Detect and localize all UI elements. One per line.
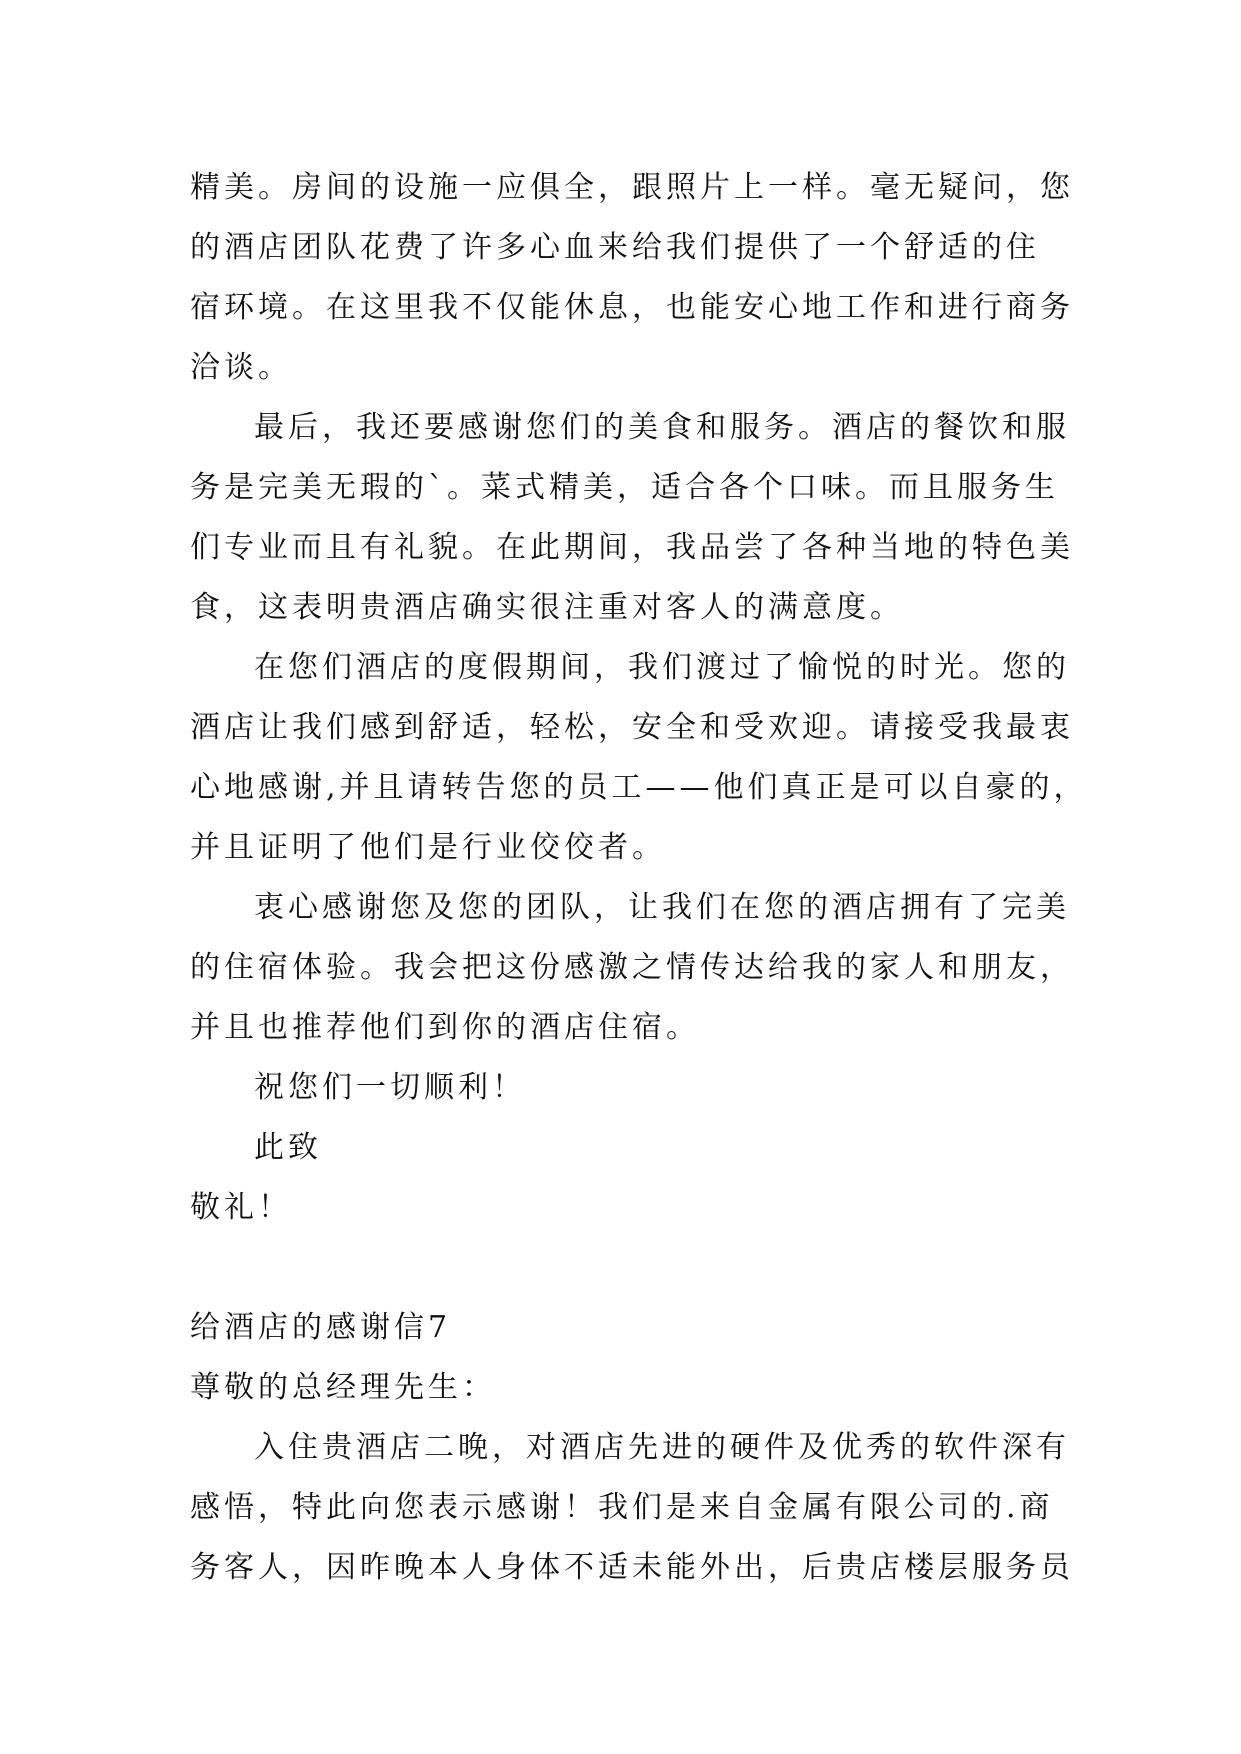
letter-salutation: 尊敬的总经理先生： [190,1370,496,1405]
text-line: 在您们酒店的度假期间，我们渡过了愉悦的时光。您的 [254,650,1070,685]
closing-wish: 祝您们一切顺利！ [254,1070,526,1105]
text-line: 并且证明了他们是行业佼佼者。 [190,830,666,865]
text-line: 精美。房间的设施一应俱全，跟照片上一样。毫无疑问，您 [190,170,1074,205]
paragraph-holiday-stay [190,638,1088,878]
letter-body [190,158,1088,1598]
letter-7 [190,1298,1074,1598]
closing-zhizhi: 此致 [254,1130,322,1165]
paragraph-gratitude [190,878,1074,1058]
text-line: 的酒店团队花费了许多心血来给我们提供了一个舒适的住 [190,230,1040,265]
text-line: 入住贵酒店二晚，对酒店先进的硬件及优秀的软件深有 [254,1430,1070,1465]
text-line: 的住宿体验。我会把这份感激之情传达给我的家人和朋友， [190,950,1074,985]
text-line: 务是完美无瑕的`。菜式精美，适合各个口味。而且服务生 [190,470,1059,505]
paragraph-room-facilities [190,158,1074,398]
text-line: 酒店让我们感到舒适，轻松，安全和受欢迎。请接受我最衷 [190,710,1074,745]
text-line: 最后，我还要感谢您们的美食和服务。酒店的餐饮和服 [254,410,1070,445]
paragraph-check-in [190,1418,1074,1598]
letter-title: 给酒店的感谢信7 [190,1310,452,1345]
text-line: 们专业而且有礼貌。在此期间，我品尝了各种当地的特色美 [190,530,1074,565]
text-line: 感悟，特此向您表示感谢！我们是来自金属有限公司的.商 [190,1490,1054,1525]
closing-jingli: 敬礼！ [190,1190,292,1225]
text-line: 并且也推荐他们到你的酒店住宿。 [190,1010,700,1045]
text-line: 衷心感谢您及您的团队，让我们在您的酒店拥有了完美 [254,890,1070,925]
spacer [190,1238,1052,1298]
text-line: 宿环境。在这里我不仅能休息，也能安心地工作和进行商务 [190,290,1074,325]
text-line: 洽谈。 [190,350,292,385]
text-line: 心地感谢,并且请转告您的员工——他们真正是可以自豪的， [190,770,1088,805]
text-line: 务客人，因昨晚本人身体不适未能外出，后贵店楼层服务员 [190,1550,1074,1585]
text-line: 食，这表明贵酒店确实很注重对客人的满意度。 [190,590,904,625]
paragraph-food-service [190,398,1074,638]
letter-closing [190,1058,1052,1238]
